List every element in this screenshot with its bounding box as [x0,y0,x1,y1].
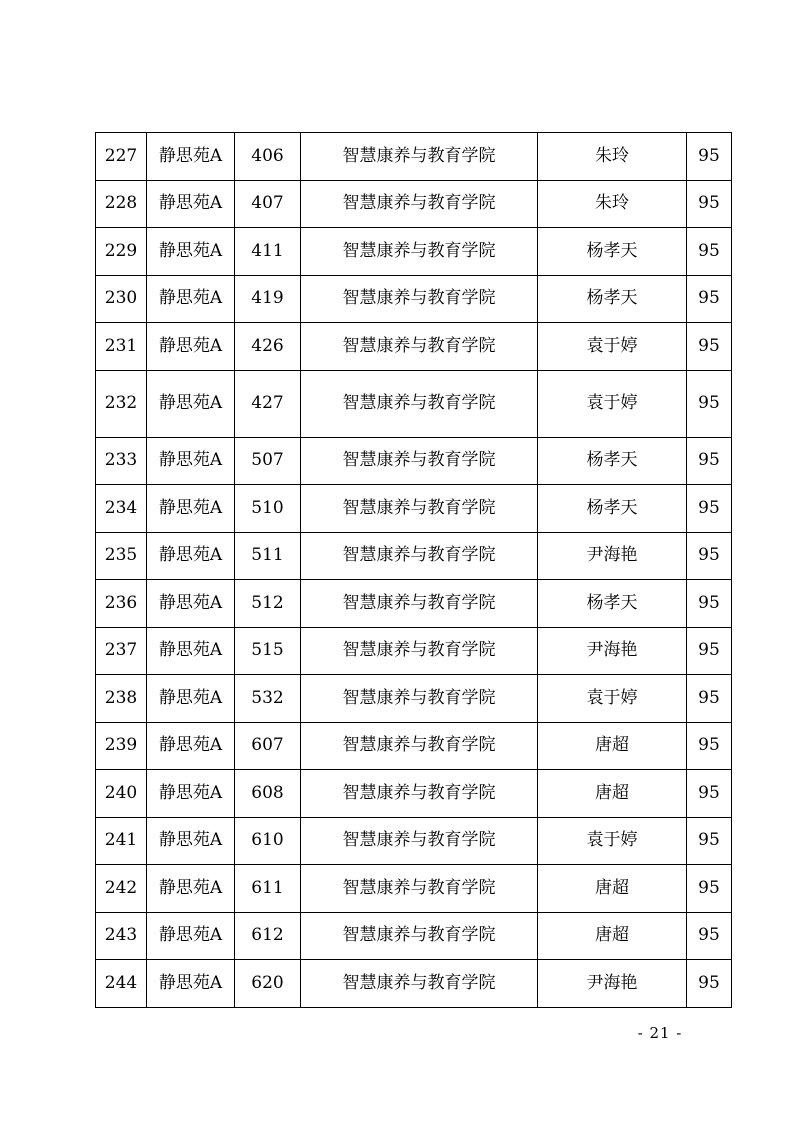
counselor-cell: 朱玲 [538,180,687,228]
table-row [96,323,732,371]
table-row [96,370,732,437]
table-row [96,228,732,276]
building-cell: 静思苑A [147,580,235,628]
building-cell: 静思苑A [147,370,235,437]
row-number-cell: 244 [96,960,147,1008]
counselor-cell: 唐超 [538,722,687,770]
row-number-cell: 228 [96,180,147,228]
building-cell: 静思苑A [147,180,235,228]
room-cell: 608 [235,770,301,818]
table-row [96,532,732,580]
building-cell: 静思苑A [147,817,235,865]
table-row [96,865,732,913]
room-cell: 610 [235,817,301,865]
score-cell: 95 [687,180,732,228]
building-cell: 静思苑A [147,323,235,371]
college-cell: 智慧康养与教育学院 [301,228,538,276]
row-number-cell: 242 [96,865,147,913]
room-cell: 406 [235,133,301,181]
building-cell: 静思苑A [147,770,235,818]
row-number-cell: 235 [96,532,147,580]
counselor-cell: 袁于婷 [538,323,687,371]
row-number-cell: 241 [96,817,147,865]
room-cell: 512 [235,580,301,628]
counselor-cell: 尹海艳 [538,627,687,675]
college-cell: 智慧康养与教育学院 [301,370,538,437]
row-number-cell: 243 [96,912,147,960]
dormitory-score-table [95,132,732,1008]
counselor-cell: 杨孝天 [538,228,687,276]
counselor-cell: 尹海艳 [538,960,687,1008]
row-number-cell: 229 [96,228,147,276]
room-cell: 620 [235,960,301,1008]
score-cell: 95 [687,722,732,770]
table-row [96,912,732,960]
table-row [96,770,732,818]
score-cell: 95 [687,228,732,276]
table-row [96,437,732,485]
room-cell: 532 [235,675,301,723]
score-cell: 95 [687,817,732,865]
counselor-cell: 唐超 [538,912,687,960]
room-cell: 407 [235,180,301,228]
score-cell: 95 [687,770,732,818]
score-cell: 95 [687,485,732,533]
counselor-cell: 唐超 [538,770,687,818]
counselor-cell: 杨孝天 [538,275,687,323]
college-cell: 智慧康养与教育学院 [301,770,538,818]
building-cell: 静思苑A [147,133,235,181]
score-cell: 95 [687,865,732,913]
building-cell: 静思苑A [147,437,235,485]
row-number-cell: 236 [96,580,147,628]
building-cell: 静思苑A [147,228,235,276]
table-row [96,817,732,865]
counselor-cell: 杨孝天 [538,485,687,533]
college-cell: 智慧康养与教育学院 [301,675,538,723]
row-number-cell: 234 [96,485,147,533]
table-row [96,960,732,1008]
counselor-cell: 唐超 [538,865,687,913]
room-cell: 511 [235,532,301,580]
score-cell: 95 [687,437,732,485]
building-cell: 静思苑A [147,722,235,770]
table-row [96,722,732,770]
table-row [96,485,732,533]
room-cell: 611 [235,865,301,913]
college-cell: 智慧康养与教育学院 [301,960,538,1008]
college-cell: 智慧康养与教育学院 [301,485,538,533]
score-cell: 95 [687,323,732,371]
room-cell: 607 [235,722,301,770]
table-row [96,275,732,323]
table-row [96,627,732,675]
page-number: - 21 - [637,1024,683,1042]
building-cell: 静思苑A [147,275,235,323]
score-cell: 95 [687,960,732,1008]
table-row [96,675,732,723]
room-cell: 612 [235,912,301,960]
college-cell: 智慧康养与教育学院 [301,580,538,628]
counselor-cell: 朱玲 [538,133,687,181]
building-cell: 静思苑A [147,485,235,533]
building-cell: 静思苑A [147,960,235,1008]
counselor-cell: 袁于婷 [538,817,687,865]
college-cell: 智慧康养与教育学院 [301,627,538,675]
college-cell: 智慧康养与教育学院 [301,437,538,485]
building-cell: 静思苑A [147,912,235,960]
counselor-cell: 袁于婷 [538,675,687,723]
counselor-cell: 杨孝天 [538,580,687,628]
room-cell: 507 [235,437,301,485]
building-cell: 静思苑A [147,865,235,913]
row-number-cell: 231 [96,323,147,371]
score-cell: 95 [687,370,732,437]
score-cell: 95 [687,675,732,723]
row-number-cell: 227 [96,133,147,181]
room-cell: 515 [235,627,301,675]
college-cell: 智慧康养与教育学院 [301,323,538,371]
table-body [96,133,732,1008]
building-cell: 静思苑A [147,627,235,675]
college-cell: 智慧康养与教育学院 [301,912,538,960]
score-cell: 95 [687,275,732,323]
table-row [96,580,732,628]
college-cell: 智慧康养与教育学院 [301,275,538,323]
room-cell: 427 [235,370,301,437]
college-cell: 智慧康养与教育学院 [301,133,538,181]
college-cell: 智慧康养与教育学院 [301,865,538,913]
college-cell: 智慧康养与教育学院 [301,817,538,865]
room-cell: 411 [235,228,301,276]
score-cell: 95 [687,133,732,181]
building-cell: 静思苑A [147,675,235,723]
counselor-cell: 袁于婷 [538,370,687,437]
row-number-cell: 237 [96,627,147,675]
row-number-cell: 230 [96,275,147,323]
row-number-cell: 238 [96,675,147,723]
score-cell: 95 [687,580,732,628]
row-number-cell: 240 [96,770,147,818]
building-cell: 静思苑A [147,532,235,580]
college-cell: 智慧康养与教育学院 [301,722,538,770]
row-number-cell: 239 [96,722,147,770]
score-cell: 95 [687,912,732,960]
room-cell: 510 [235,485,301,533]
room-cell: 419 [235,275,301,323]
row-number-cell: 233 [96,437,147,485]
college-cell: 智慧康养与教育学院 [301,180,538,228]
college-cell: 智慧康养与教育学院 [301,532,538,580]
score-cell: 95 [687,532,732,580]
table-row [96,133,732,181]
score-cell: 95 [687,627,732,675]
counselor-cell: 尹海艳 [538,532,687,580]
counselor-cell: 杨孝天 [538,437,687,485]
table-row [96,180,732,228]
room-cell: 426 [235,323,301,371]
row-number-cell: 232 [96,370,147,437]
